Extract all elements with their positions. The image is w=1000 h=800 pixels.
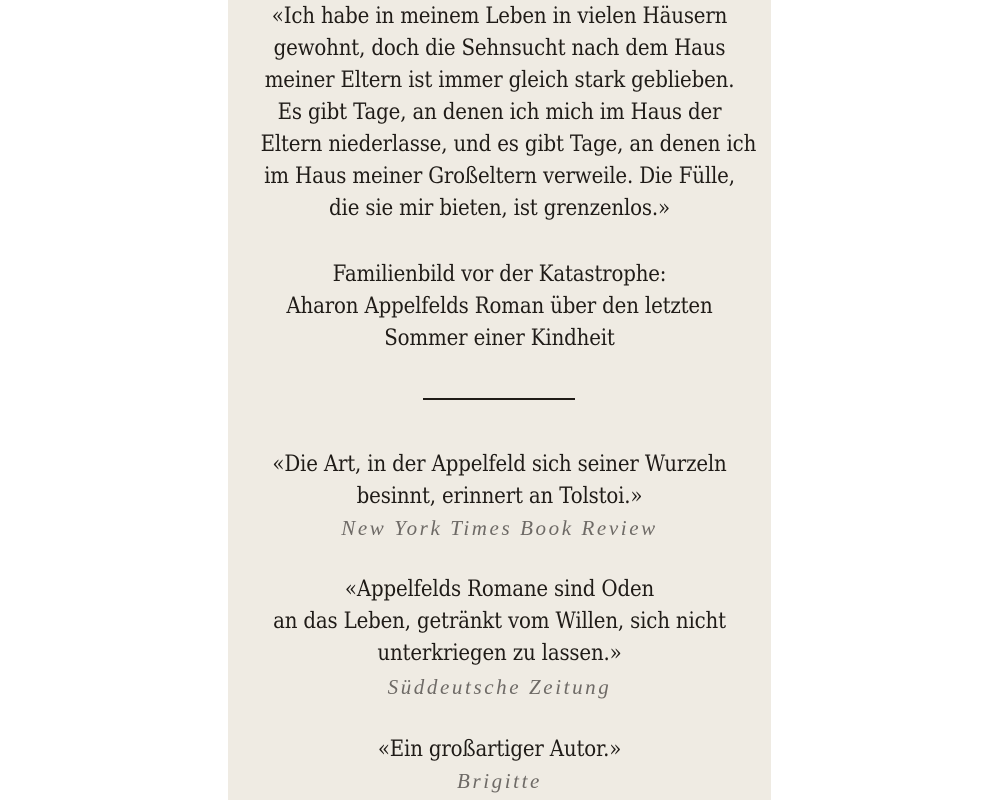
intro-quote-line: die sie mir bieten, ist grenzenlos.»	[329, 195, 670, 221]
intro-quote-line: gewohnt, doch die Sehnsucht nach dem Haus	[273, 35, 726, 61]
subtitle-line: Sommer einer Kindheit	[384, 325, 615, 351]
review-source: Brigitte	[457, 769, 542, 793]
section-divider	[423, 398, 575, 400]
subtitle-line: Familienbild vor der Katastrophe:	[332, 261, 667, 287]
back-cover-page	[228, 0, 771, 800]
review-quote-line: «Die Art, in der Appelfeld sich seiner Wurzeln	[272, 451, 727, 477]
review-quote-line: «Appelfelds Romane sind Oden	[344, 576, 655, 602]
review-quote-line: besinnt, erinnert an Tolstoi.»	[356, 483, 643, 509]
review-source: New York Times Book Review	[341, 516, 658, 540]
intro-quote-line: meiner Eltern ist immer gleich stark geblieben.	[264, 67, 735, 93]
intro-quote-line: Eltern niederlasse, und es gibt Tage, an denen ich	[260, 131, 757, 157]
subtitle-line: Aharon Appelfelds Roman über den letzten	[286, 293, 713, 319]
intro-quote-line: Es gibt Tage, an denen ich mich im Haus der	[277, 99, 722, 125]
intro-quote-line: im Haus meiner Großeltern verweile. Die Fülle,	[264, 163, 735, 189]
review-quote-line: unterkriegen zu lassen.»	[377, 640, 622, 666]
review-quote-line: «Ein großartiger Autor.»	[377, 736, 622, 762]
review-source: Süddeutsche Zeitung	[387, 675, 612, 699]
review-quote-line: an das Leben, getränkt vom Willen, sich nicht	[273, 608, 726, 634]
intro-quote-line: «Ich habe in meinem Leben in vielen Häusern	[271, 3, 728, 29]
